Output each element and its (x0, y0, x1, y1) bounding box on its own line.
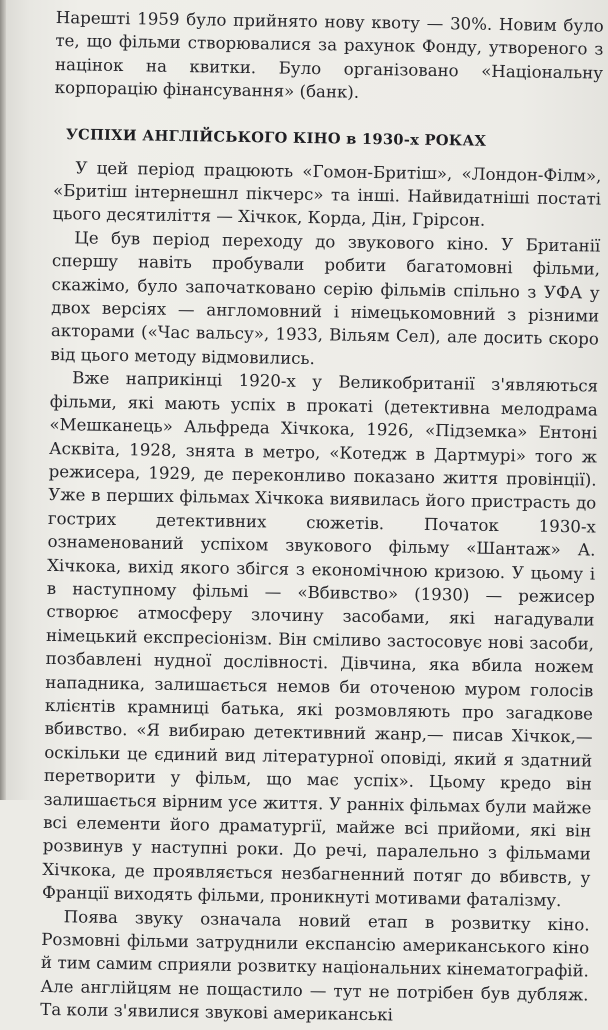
paragraph-studios: У цей період працюють «Гомон-Бритіш», «Лондон-Філм», «Бритіш інтернешнл пікчерс» та інші. Найвидатніші постаті цього десятиліття — Хічкок, Корда, Дін, Грірсон. (52, 157, 602, 231)
section-heading: УСПІХИ АНГЛІЙСЬКОГО КІНО в 1930-х РОКАХ (65, 125, 487, 150)
paragraph-sound-era: Поява звуку означала новий етап в розвитку кіно. Розмовні фільми затруднили експансію американського кіно й тим самим сприяли розвитку національних кінематографій. Але англійцям не пощастило — тут не потрібен був дубляж. Та коли з'явилися звукові американські (40, 906, 590, 1025)
page-text-block (40, 6, 604, 1030)
paragraph-hitchcock: Вже наприкінці 1920-х у Великобританії з'являються фільми, які мають успіх в прокаті (детективна мелодрама «Мешканець» Альфреда Хічкока, 1926, «Підземка» Ентоні Асквіта, 1928, знята в метро, «Котедж в Дартмурі» того ж режисера, 1929, де переконливо показано життя провінції). Уже в перших фільмах Хічкока виявилась його пристрасть до гострих детективних сюжетів. Початок 1930-х ознаменований успіхом звукового фільму «Шантаж» А. Хічкока, вихід якого збігся з економічною кризою. У цьому і в наступному фільмі — «Вбивство» (1930) — режисер створює атмосферу злочину засобами, які нагадували німецький експресіонізм. Він сміливо застосовує нові засоби, позбавлені нудної дослівності. Дівчина, яка вбила ножем нападника, залишається немов би оточеною муром голосів клієнтів крамниці батька, які розмовляють про загадкове вбивство. «Я вибираю детективний жанр,— писав Хічкок,— оскільки це єдиний вид літературної оповіді, який я здатний перетворити у фільм, що має успіх». Цьому кредо він залишається вірним усе життя. У ранніх фільмах були майже всі елементи його драматургії, майже всі прийоми, які він розвинув у наступні роки. До речі, паралельно з фільмами Хічкока, де проявляється незбагненний потяг до вбивств, у Франції виходять фільми, проникнуті мотивами фаталізму. (41, 368, 599, 911)
intro-paragraph: Нарешті 1959 було прийнято нову квоту — 30%. Новим було те, що фільми створювалися за рахунок Фонду, утвореного з націнок на квитки. Було організовано «Національну корпорацію фінансування» (банк). (54, 7, 604, 102)
page-spine-shadow (0, 0, 6, 800)
paragraph-sound-transition: Це був період переходу до звукового кіно. У Британії спершу навіть пробували робити багатомовні фільми, скажімо, було започатковано серію фільмів спільно з УФА у двох версіях — англомовний і німецькомовний з різними акторами («Час вальсу», 1933, Вільям Сел), але досить скоро від цього методу відмовились. (50, 228, 601, 368)
